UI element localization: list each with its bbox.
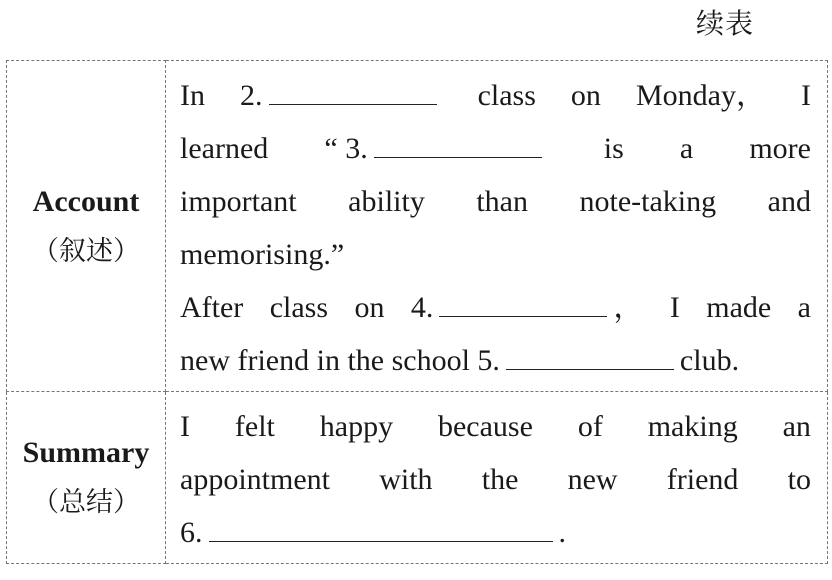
- word: a: [797, 291, 811, 324]
- word: the: [481, 463, 519, 496]
- blank-number-3: “ 3.: [324, 132, 368, 165]
- blank-4-group: [411, 281, 644, 334]
- blank-4[interactable]: [439, 315, 607, 317]
- word: with: [379, 463, 433, 496]
- word: to: [787, 463, 811, 496]
- blank-2[interactable]: [269, 103, 437, 105]
- word: After: [180, 291, 244, 324]
- word: on: [354, 291, 385, 324]
- comma: ，: [613, 290, 644, 325]
- word: I: [669, 291, 680, 324]
- closing-quote: ”: [330, 238, 345, 271]
- word: class: [269, 291, 329, 324]
- word: happy: [319, 410, 394, 443]
- word: new: [567, 463, 618, 496]
- summary-line-2: [180, 453, 811, 506]
- account-line-3: [180, 175, 811, 228]
- summary-label-cn: （总结）: [32, 487, 140, 518]
- account-label-cn: （叙述）: [32, 235, 140, 267]
- word: note-taking: [579, 185, 717, 218]
- word: appointment: [180, 463, 330, 496]
- account-line-1: [180, 69, 811, 122]
- summary-content: [166, 392, 828, 564]
- word: Monday，: [635, 79, 766, 112]
- word: made: [706, 291, 772, 324]
- word: I: [180, 410, 190, 443]
- summary-line-1: [180, 400, 811, 453]
- account-content: [166, 61, 828, 392]
- blank-3-group: [324, 122, 547, 175]
- account-label: Account: [32, 184, 140, 218]
- word: on: [570, 79, 601, 112]
- word: felt: [234, 410, 275, 443]
- word: than: [476, 185, 528, 218]
- blank-number-4: 4.: [410, 291, 434, 324]
- word: I: [800, 79, 811, 112]
- word: new friend in the school 5.: [180, 344, 500, 377]
- period: .: [558, 516, 566, 549]
- blank-number-2: 2.: [240, 79, 263, 112]
- word: of: [577, 410, 603, 443]
- word: and: [767, 185, 811, 218]
- account-row: [7, 61, 828, 392]
- account-line-5: [180, 281, 811, 334]
- word: is: [603, 132, 624, 165]
- summary-line-3: [180, 506, 811, 559]
- account-line-2: [180, 122, 811, 175]
- blank-2-group: [240, 69, 443, 122]
- lesson-table: [6, 60, 828, 564]
- blank-3[interactable]: [374, 156, 542, 158]
- word: club.: [679, 344, 740, 377]
- continued-header: 续表: [695, 7, 754, 40]
- blank-6[interactable]: [209, 540, 553, 542]
- word: more: [749, 132, 811, 165]
- account-line-6: [180, 334, 811, 387]
- word: memorising.: [180, 238, 331, 271]
- word: learned: [180, 132, 269, 165]
- blank-5[interactable]: [506, 368, 674, 370]
- summary-row: [7, 392, 828, 564]
- word: an: [782, 410, 811, 443]
- summary-label: Summary: [22, 436, 150, 469]
- account-line-4: [180, 228, 811, 281]
- word: a: [679, 132, 694, 165]
- summary-label-cell: [7, 392, 166, 564]
- blank-number-6: 6.: [180, 516, 203, 549]
- word: class: [477, 79, 536, 112]
- word: In: [180, 79, 205, 112]
- word: important: [180, 185, 297, 218]
- word: ability: [348, 185, 425, 218]
- account-label-cell: [7, 61, 166, 392]
- word: because: [437, 410, 533, 443]
- word: making: [647, 410, 738, 443]
- word: friend: [666, 463, 739, 496]
